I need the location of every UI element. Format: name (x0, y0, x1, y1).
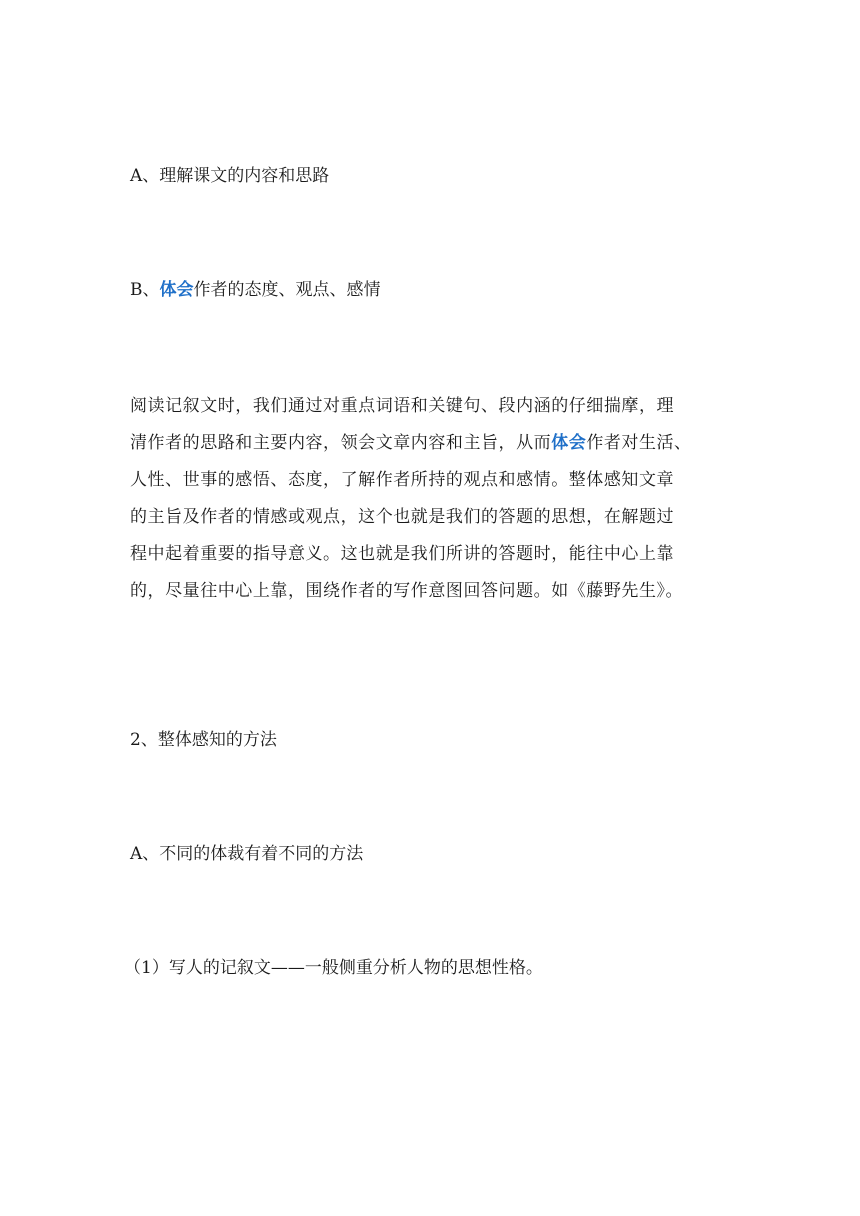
paragraph-line-prefix: 清作者的思路和主要内容，领会文章内容和主旨，从而 (130, 433, 552, 453)
item-b-suffix: 作者的态度、观点、感情 (193, 280, 381, 300)
item-b-appreciate-attitude (130, 278, 381, 302)
highlight-link[interactable]: 体会 (551, 433, 587, 453)
item-1-person-narrative (124, 956, 543, 980)
paragraph-line: 程中起着重要的指导意义。这也就是我们所讲的答题时，能往中心上靠 (130, 544, 675, 564)
highlight-link[interactable]: 体会 (159, 280, 194, 300)
item-a-text: A、理解课文的内容和思路 (130, 166, 330, 186)
item-a2-text: A、不同的体裁有着不同的方法 (130, 844, 364, 864)
item-b-prefix: B、 (130, 280, 160, 300)
item-a-understand-content (130, 164, 329, 188)
section-heading-text: 2、整体感知的方法 (130, 730, 277, 750)
paragraph-line: 人性、世事的感悟、态度，了解作者所持的观点和感情。整体感知文章 (130, 470, 675, 490)
paragraph-line (130, 425, 732, 462)
paragraph-line: 阅读记叙文时，我们通过对重点词语和关键句、段内涵的仔细揣摩，理 (130, 396, 675, 416)
paragraph-line: 的，尽量往中心上靠，围绕作者的写作意图回答问题。如《藤野先生》。 (130, 581, 684, 601)
item-1-text: （1）写人的记叙文——一般侧重分析人物的思想性格。 (124, 958, 543, 978)
section-heading-method (130, 728, 277, 752)
paragraph-line-suffix: 作者对生活、 (586, 433, 692, 453)
item-a-different-genres (130, 842, 363, 866)
body-paragraph (130, 388, 732, 610)
paragraph-line: 的主旨及作者的情感或观点，这个也就是我们的答题的思想，在解题过 (130, 507, 675, 527)
